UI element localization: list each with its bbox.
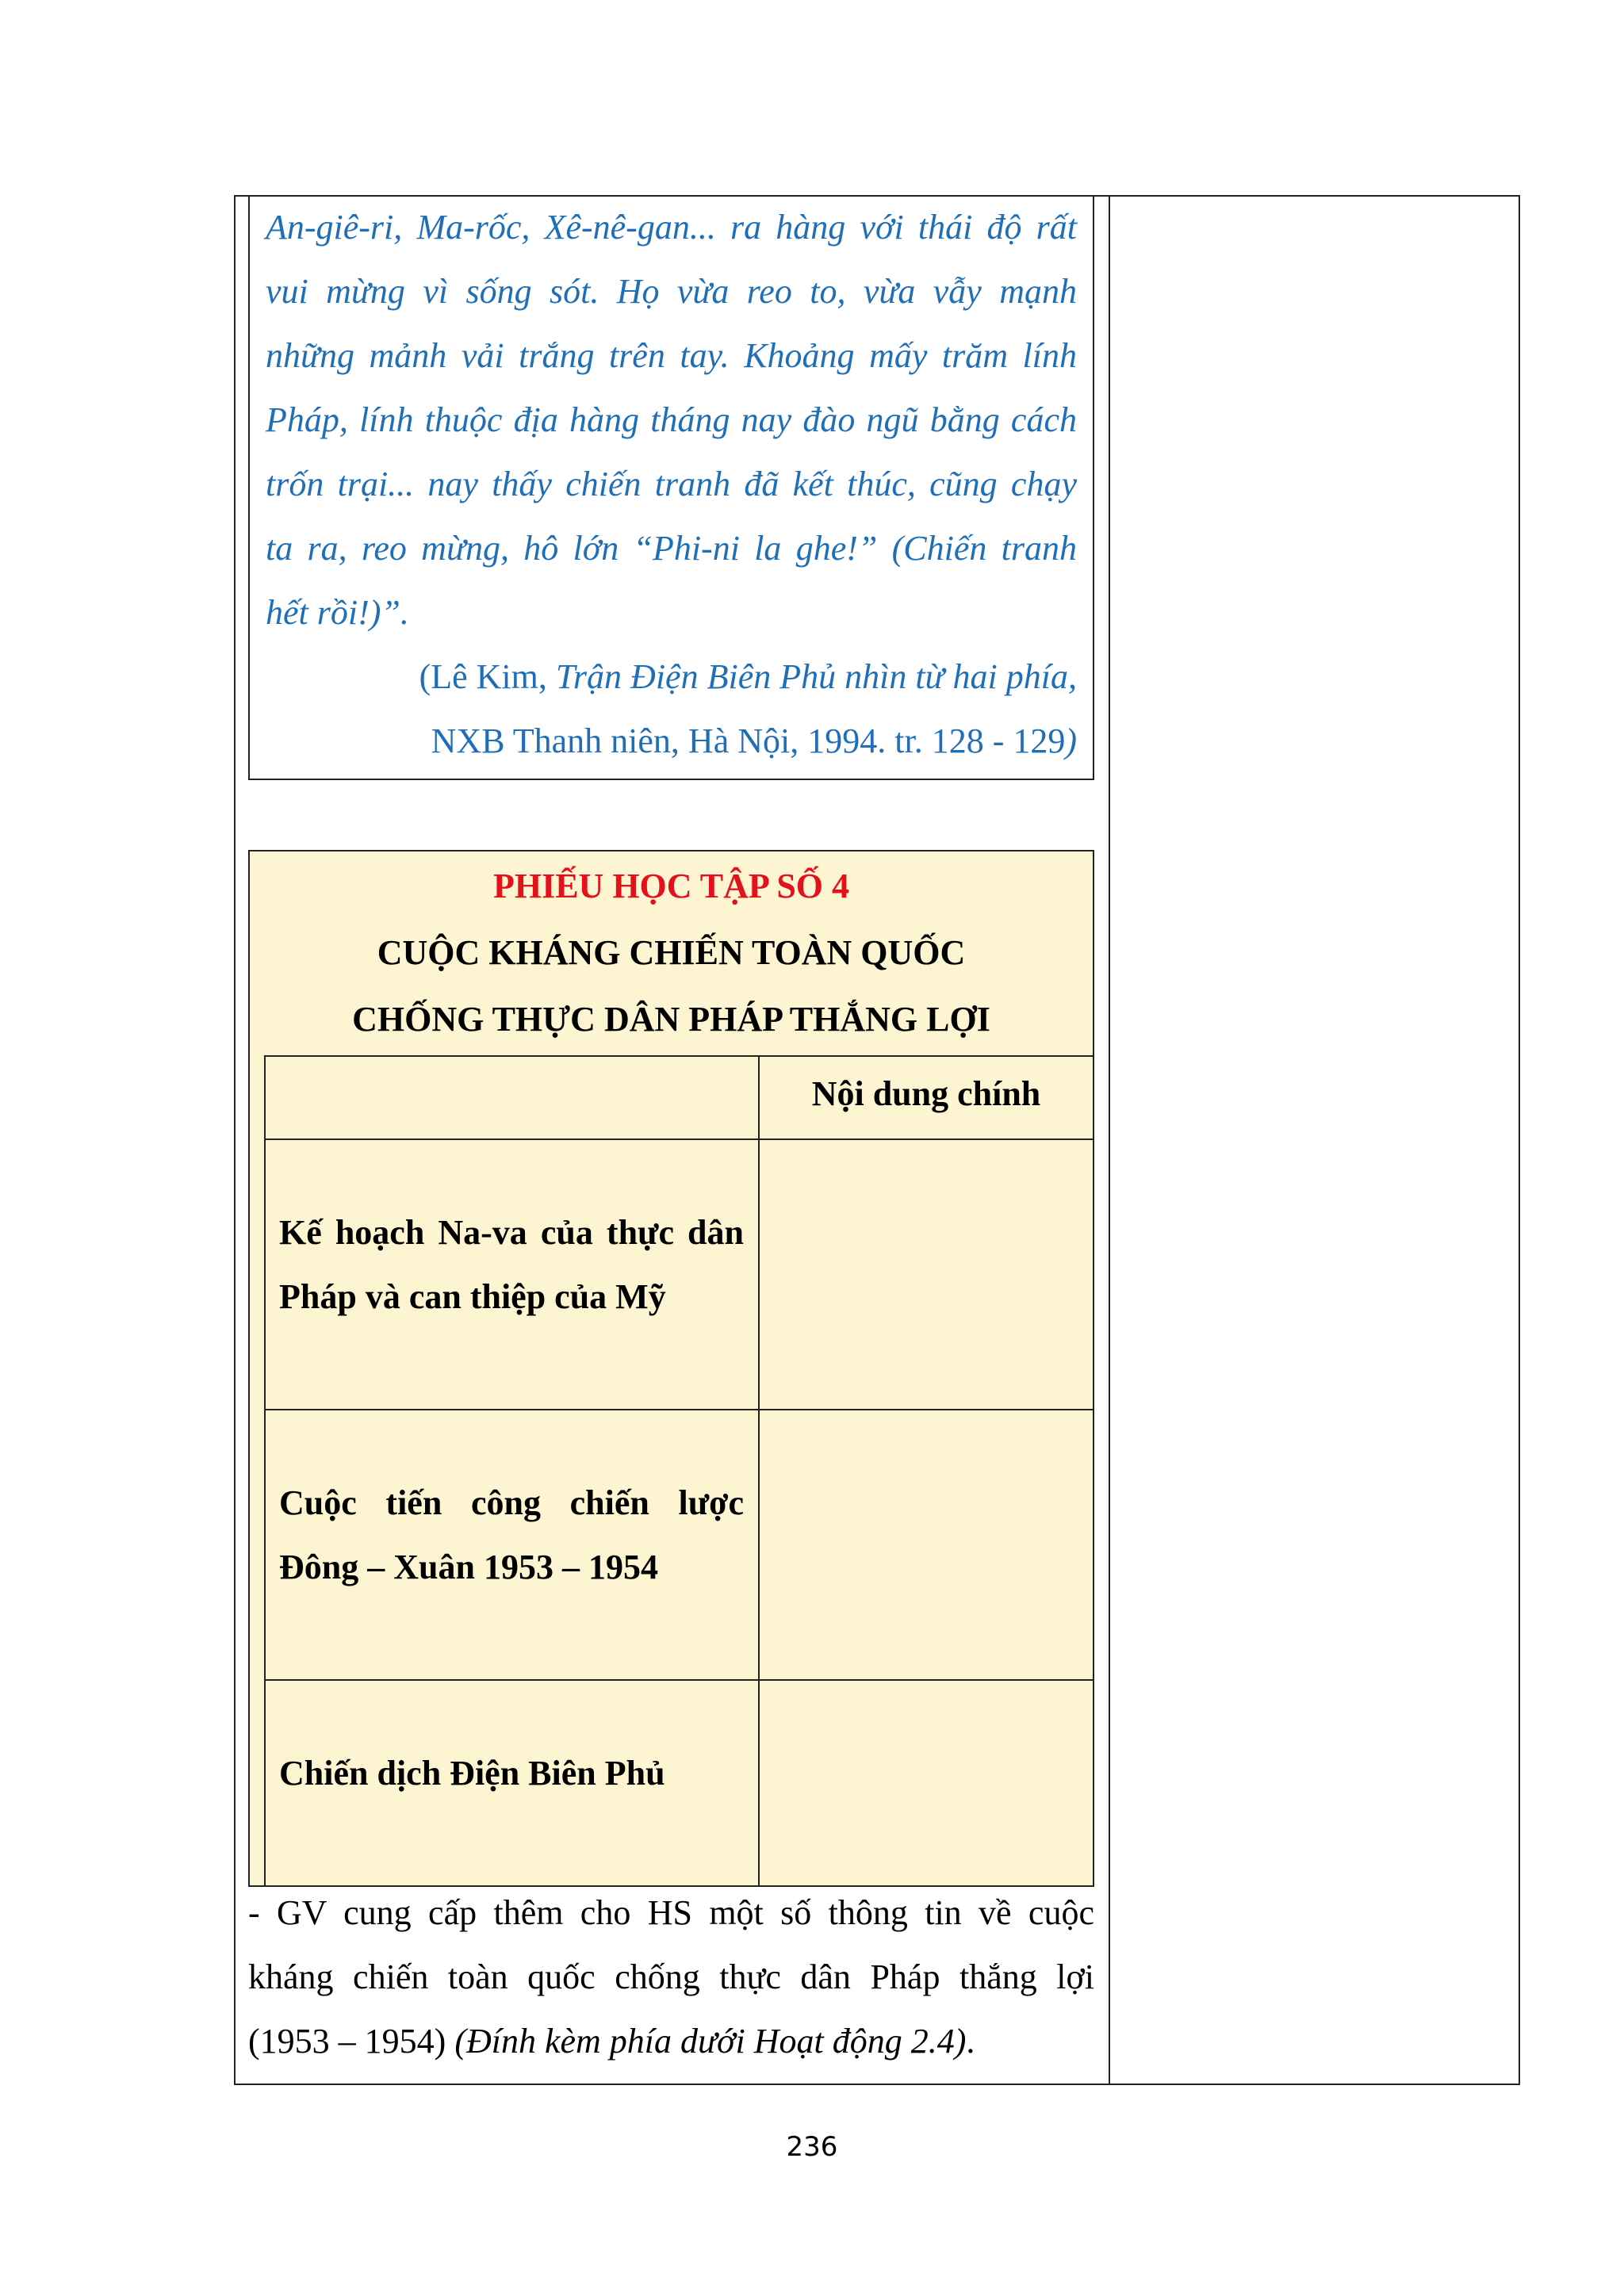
quote-citation-line1 xyxy=(419,645,1077,709)
quote-line: hết rồi!)”. xyxy=(266,593,409,632)
citation-author: Lê Kim, xyxy=(431,657,556,696)
teacher-note-period: . xyxy=(966,2022,975,2061)
quote-line: những mảnh vải trắng trên tay. Khoảng mấy trăm lính xyxy=(266,336,1077,375)
quote-box xyxy=(248,195,1094,780)
worksheet-label: PHIẾU HỌC TẬP SỐ 4 xyxy=(492,867,850,905)
table-cell-content xyxy=(760,1681,1093,1885)
row-label-line: Chiến dịch Điện Biên Phủ xyxy=(279,1754,665,1793)
row-label-line: Cuộc tiến công chiến lược xyxy=(279,1483,744,1522)
worksheet-title-line1: CUỘC KHÁNG CHIẾN TOÀN QUỐC xyxy=(377,933,966,972)
lesson-table-column-divider xyxy=(1109,195,1110,2085)
teacher-note-line2: kháng chiến toàn quốc chống thực dân Pháp thắng lợi xyxy=(248,1957,1094,1996)
citation-close-paren: ) xyxy=(1065,721,1077,760)
table-cell-content xyxy=(760,1140,1093,1409)
citation-open-paren: ( xyxy=(419,657,431,696)
teacher-note-line1: - GV cung cấp thêm cho HS một số thông tin về cuộc xyxy=(248,1893,1094,1932)
teacher-note-line3 xyxy=(248,2009,1094,2073)
teacher-note-attachment: (Đính kèm phía dưới Hoạt động 2.4) xyxy=(454,2022,967,2061)
table-cell-content xyxy=(760,1410,1093,1679)
page-number: 236 xyxy=(786,2131,838,2163)
quote-line: trốn trại... nay thấy chiến tranh đã kết thúc, cũng chạy xyxy=(266,465,1077,503)
quote-line: Pháp, lính thuộc địa hàng tháng nay đào ngũ bằng cách xyxy=(266,400,1077,439)
table-row-winter-spring-offensive xyxy=(279,1471,744,1599)
quote-line: ta ra, reo mừng, hô lớn “Phi-ni la ghe!” (Chiến tranh xyxy=(266,529,1077,568)
worksheet-title-line2: CHỐNG THỰC DÂN PHÁP THẮNG LỢI xyxy=(352,1000,990,1039)
quote-citation-line2 xyxy=(431,709,1077,773)
table-row-navarre-plan xyxy=(279,1200,744,1329)
quote-line: An-giê-ri, Ma-rốc, Xê-nê-gan... ra hàng với thái độ rất xyxy=(266,208,1077,247)
quote-line: vui mừng vì sống sót. Họ vừa reo to, vừa vẫy mạnh xyxy=(266,272,1077,311)
teacher-note-years: (1953 – 1954) xyxy=(248,2022,455,2061)
citation-publisher: NXB Thanh niên, Hà Nội, 1994. tr. 128 - 129 xyxy=(431,721,1066,760)
table-row-dien-bien-phu xyxy=(279,1741,744,1805)
row-label-line: Pháp và can thiệp của Mỹ xyxy=(279,1277,666,1316)
citation-book-title: Trận Điện Biên Phủ nhìn từ hai phía, xyxy=(555,657,1077,696)
row-label-line: Đông – Xuân 1953 – 1954 xyxy=(279,1548,658,1586)
table-header-main-content: Nội dung chính xyxy=(811,1074,1041,1113)
row-label-line: Kế hoạch Na-va của thực dân xyxy=(279,1213,744,1252)
